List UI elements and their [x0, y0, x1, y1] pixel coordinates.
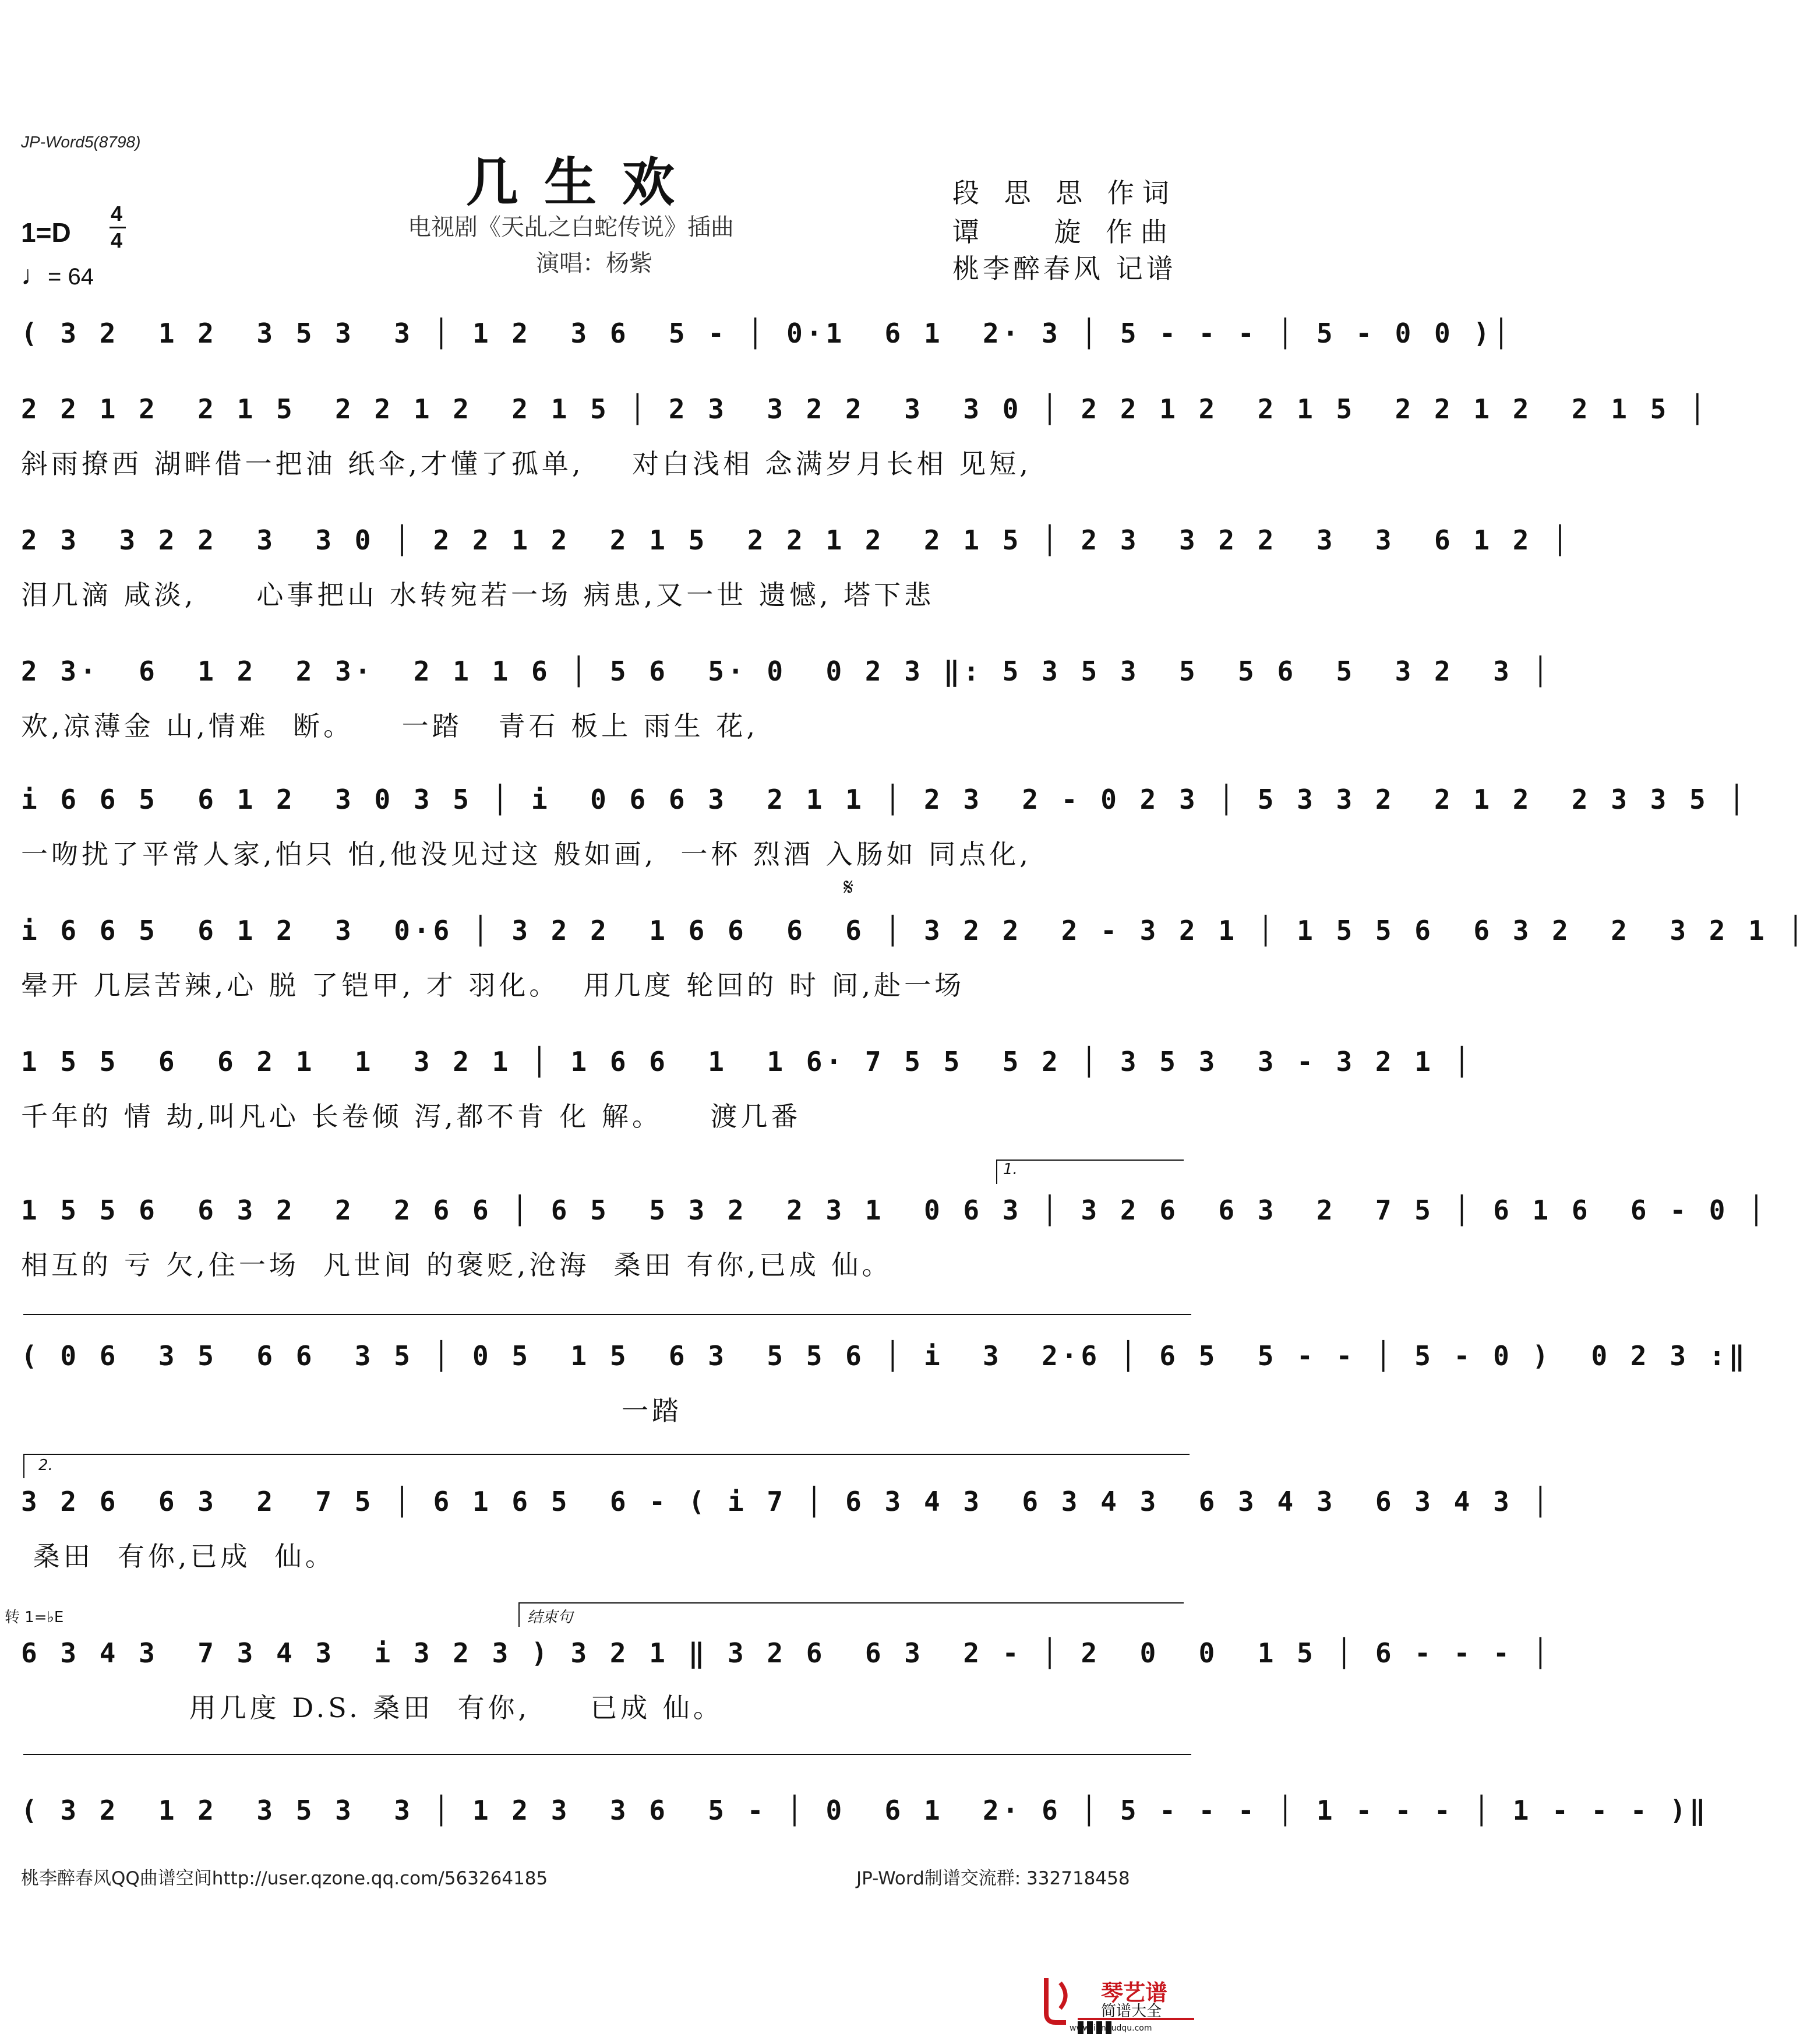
transcriber-credit: 桃李醉春风 记谱 [952, 253, 1177, 284]
logo-line2: 简谱大全 [1101, 2003, 1162, 2020]
time-signature-top: 4 [111, 202, 123, 225]
score-row-3-notes: 2 3 3 2 2 3 3 0 │ 2 2 1 2 2 1 5 2 2 1 2 2 1 5 │ 2 3 3 2 2 3 3 6 1 2 │ [21, 524, 1572, 556]
transpose-mark: 转 1=♭E [5, 1609, 64, 1626]
composer-credit: 谭 旋 作曲 [952, 216, 1176, 248]
volta-2-bracket [23, 1454, 1190, 1478]
ending-bracket [518, 1602, 1184, 1627]
page-title: 几生欢 [466, 151, 700, 213]
tempo-value: = 64 [48, 264, 94, 290]
ending-label: 结束句 [527, 1609, 573, 1626]
site-logo [1043, 1972, 1200, 2036]
software-label: JP-Word5(8798) [21, 133, 141, 151]
score-row-6-lyrics: 晕开 几层苦辣,心 脱 了铠甲, 才 羽化。 用几度 轮回的 时 间,赴一场 [21, 970, 965, 1001]
divider [23, 1314, 1191, 1315]
score-row-2-lyrics: 斜雨撩西 湖畔借一把油 纸伞,才懂了孤单, 对白浅相 念满岁月长相 见短, [21, 448, 1032, 480]
lyricist-credit: 段 思 思 作词 [952, 177, 1177, 209]
score-row-10-lyrics: 桑田 有你,已成 仙。 [21, 1541, 336, 1572]
score-row-8-notes: 1 5 5 6 6 3 2 2 2 6 6 │ 6 5 5 3 2 2 3 1 0 6 3 │ 3 2 6 6 3 2 7 5 │ 6 1 6 6 - 0 │ [21, 1194, 1768, 1226]
score-row-9-notes: ( 0 6 3 5 6 6 3 5 │ 0 5 1 5 6 3 5 5 6 │ i 3 2·6 │ 6 5 5 - - │ 5 - 0 ) 0 2 3 :‖ [21, 1340, 1749, 1372]
tempo [21, 259, 94, 291]
score-row-4-lyrics: 欢,凉薄金 山,情难 断。 一踏 青石 板上 雨生 花, [21, 710, 758, 742]
key-signature: 1=D [21, 217, 71, 248]
footer-right: JP-Word制谱交流群: 332718458 [856, 1868, 1130, 1889]
score-row-10-notes: 3 2 6 6 3 2 7 5 │ 6 1 6 5 6 - ( i 7 │ 6 3 4 3 6 3 4 3 6 3 4 3 6 3 4 3 │ [21, 1486, 1552, 1517]
score-row-7-notes: 1 5 5 6 6 2 1 1 3 2 1 │ 1 6 6 1 1 6· 7 5 5 5 2 │ 3 5 3 3 - 3 2 1 │ [21, 1046, 1474, 1077]
score-row-6-notes: i 6 6 5 6 1 2 3 0·6 │ 3 2 2 1 6 6 6 6 │ 3 2 2 2 - 3 2 1 │ 1 5 5 6 6 3 2 2 3 2 1 │ [21, 915, 1807, 946]
score-row-8-lyrics: 相互的 亏 欠,住一场 凡世间 的褒贬,沧海 桑田 有你,已成 仙。 [21, 1249, 892, 1281]
score-row-5-lyrics: 一吻扰了平常人家,怕只 怕,他没见过这 般如画, 一杯 烈酒 入肠如 同点化, [21, 838, 1032, 870]
volta-1-label: 1. [1003, 1161, 1018, 1178]
score-row-9-lyrics: 一踏 [21, 1395, 683, 1426]
score-row-1-notes: ( 3 2 1 2 3 5 3 3 │ 1 2 3 6 5 - │ 0·1 6 1 2· 3 │ 5 - - - │ 5 - 0 0 )│ [21, 318, 1513, 349]
volta-2-label: 2. [38, 1457, 53, 1474]
subtitle: 电视剧《天乩之白蛇传说》插曲 [408, 214, 734, 241]
volta-1-bracket [996, 1160, 1184, 1184]
score-row-4-notes: 2 3· 6 1 2 2 3· 2 1 1 6 │ 5 6 5· 0 0 2 3 ‖: 5 3 5 3 5 5 6 5 3 2 3 │ [21, 656, 1552, 687]
segno-icon: 𝄋 [843, 874, 854, 901]
score-row-3-lyrics: 泪几滴 咸淡, 心事把山 水转宛若一场 病患,又一世 遗憾, 塔下悲 [21, 579, 935, 611]
divider [23, 1754, 1191, 1755]
score-row-11-notes: 6 3 4 3 7 3 4 3 i 3 2 3 ) 3 2 1 ‖ 3 2 6 6 3 2 - │ 2 0 0 1 5 │ 6 - - - │ [21, 1637, 1552, 1669]
singer: 演唱：杨紫 [536, 250, 652, 277]
score-row-11-lyrics: 用几度 D.S. 桑田 有你, 已成 仙。 [21, 1692, 723, 1724]
time-signature-bottom: 4 [111, 228, 123, 252]
quarter-note-icon: ♩ [21, 260, 48, 290]
score-row-7-lyrics: 千年的 情 劫,叫凡心 长卷倾 泻,都不肯 化 解。 渡几番 [21, 1101, 802, 1132]
score-row-12-notes: ( 3 2 1 2 3 5 3 3 │ 1 2 3 3 6 5 - │ 0 6 1 2· 6 │ 5 - - - │ 1 - - - │ 1 - - - )‖ [21, 1795, 1709, 1826]
score-row-5-notes: i 6 6 5 6 1 2 3 0 3 5 │ i 0 6 6 3 2 1 1 │ 2 3 2 - 0 2 3 │ 5 3 3 2 2 1 2 2 3 3 5 │ [21, 784, 1749, 815]
logo-line3: www.jianpudqu.com [1070, 2024, 1152, 2033]
logo-line1: 琴艺谱 [1101, 1980, 1168, 2006]
footer-left: 桃李醉春风QQ曲谱空间http://user.qzone.qq.com/563264185 [21, 1868, 548, 1889]
score-row-2-notes: 2 2 1 2 2 1 5 2 2 1 2 2 1 5 │ 2 3 3 2 2 3 3 0 │ 2 2 1 2 2 1 5 2 2 1 2 2 1 5 │ [21, 393, 1709, 425]
